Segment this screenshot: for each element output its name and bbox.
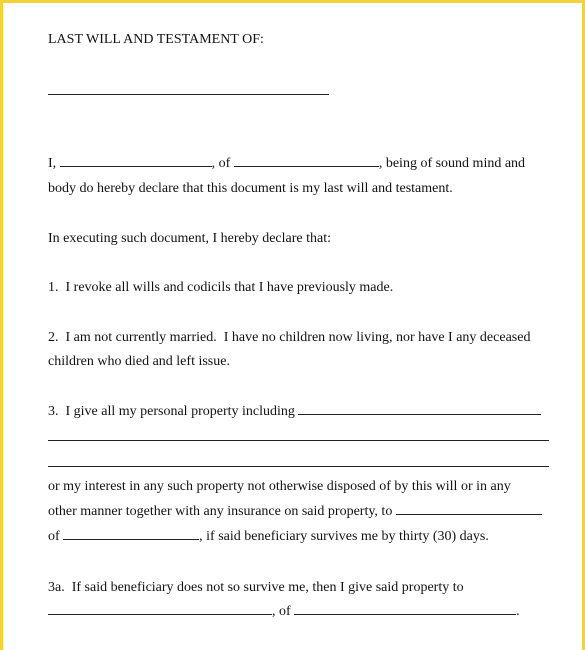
item-3-line5-text: other manner together with any insurance on said property, to — [48, 504, 396, 519]
declaration-line1-tail: , being of sound mind and — [378, 156, 526, 171]
item-3-line-4: or my interest in any such property not otherwise disposed of by this will or in any — [48, 479, 511, 494]
personal-property-blank-2[interactable] — [48, 440, 549, 441]
item-3-line-1 — [48, 403, 541, 421]
alternate-residence-field[interactable] — [294, 603, 516, 615]
item-3-line-5 — [48, 503, 542, 521]
item-2-line-2: children who died and left issue. — [48, 354, 230, 369]
testator-name-blank[interactable] — [48, 94, 329, 95]
item-3-lead: 3. I give all my personal property including — [48, 404, 299, 419]
item-1: 1. I revoke all wills and codicils that I have previously made. — [48, 280, 394, 295]
item-3-line6-tail: , if said beneficiary survives me by thirty (30) days. — [199, 529, 489, 544]
intro-paragraph: In executing such document, I hereby declare that: — [48, 231, 331, 246]
item-3-line6-prefix: of — [48, 529, 64, 544]
item-3a-end: . — [516, 604, 520, 619]
item-3a-line-1: 3a. If said beneficiary does not so survive me, then I give said property to — [48, 580, 464, 595]
document-page — [3, 3, 582, 650]
declaration-line-2: body do hereby declare that this document is my last will and testament. — [48, 181, 453, 196]
declaration-line-1 — [48, 155, 525, 173]
beneficiary-residence-field[interactable] — [63, 528, 199, 540]
declaration-of-word: , of — [211, 156, 234, 171]
testator-name-field[interactable] — [60, 155, 212, 167]
testator-residence-field[interactable] — [234, 155, 379, 167]
declaration-prefix: I, — [48, 156, 60, 171]
item-3a-of-word: , of — [272, 604, 295, 619]
item-3a-line-2 — [48, 603, 520, 621]
personal-property-blank-3[interactable] — [48, 466, 549, 467]
alternate-beneficiary-field[interactable] — [48, 603, 272, 615]
personal-property-field[interactable] — [298, 403, 541, 415]
document-title: LAST WILL AND TESTAMENT OF: — [48, 32, 264, 47]
item-2-line-1: 2. I am not currently married. I have no children now living, nor have I any deceased — [48, 330, 531, 345]
item-3-line-6 — [48, 528, 489, 546]
beneficiary-name-field[interactable] — [396, 503, 542, 515]
